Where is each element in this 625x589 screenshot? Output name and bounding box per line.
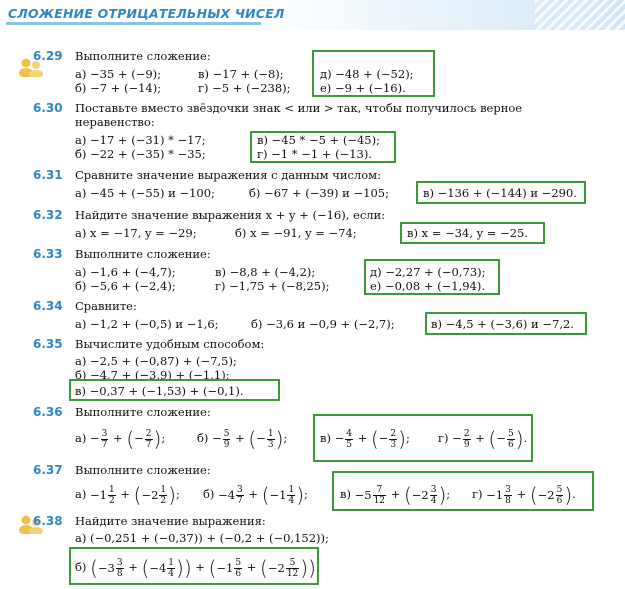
item-v: в) x = −34, y = −25.: [407, 226, 528, 240]
highlight-box: [400, 222, 545, 244]
item-b: б) x = −91, y = −74;: [235, 226, 357, 240]
highlight-box: [332, 471, 594, 511]
item-e: е) −0,08 + (−1,94).: [370, 279, 486, 293]
fraction-item-g: г) − $\frac{2}{9}$ + (− $\frac{5}{6}$ ).: [438, 427, 528, 451]
task-text: Вычислите удобным способом:: [75, 337, 265, 351]
task-text: Сравните значение выражения с данным числом:: [75, 168, 381, 182]
item-b: б) −67 + (−39) и −105;: [249, 186, 389, 200]
item-g: г) −5 + (−238);: [198, 81, 291, 95]
item-g: г) −1 * −1 + (−13).: [257, 147, 372, 161]
problem-number: 6.33: [33, 247, 63, 261]
task-text: Найдите значение выражения x + y + (−16), если:: [75, 208, 386, 222]
item-b: б) −3,6 и −0,9 + (−2,7);: [251, 317, 395, 331]
item-a: а) (−0,251 + (−0,37)) + (−0,2 + (−0,152));: [75, 531, 329, 545]
item-a: а) −2,5 + (−0,87) + (−7,5);: [75, 354, 237, 368]
header-underline: [6, 22, 261, 25]
highlight-box: [364, 259, 500, 295]
problem-number: 6.38: [33, 514, 63, 528]
task-text: Выполните сложение:: [75, 247, 211, 261]
header-decoration: [535, 0, 625, 30]
fraction-item-b: б) −4 $\frac{3}{7}$ + (−1 $\frac{1}{4}$ );: [203, 483, 308, 507]
page-header: [0, 0, 625, 30]
highlight-box: [69, 547, 319, 585]
item-a: а) −1,2 + (−0,5) и −1,6;: [75, 317, 219, 331]
item-a: а) −35 + (−9);: [75, 67, 162, 81]
item-d: д) −48 + (−52);: [320, 67, 414, 81]
highlight-box: [416, 181, 586, 204]
item-v: в) −45 * −5 + (−45);: [257, 133, 380, 147]
task-text: Выполните сложение:: [75, 463, 211, 477]
item-b: б) −7 + (−14);: [75, 81, 162, 95]
problem-number: 6.31: [33, 168, 63, 182]
fraction-item-v: в) −5 $\frac{7}{12}$ + (−2 $\frac{3}{4}$ );: [340, 483, 451, 507]
highlight-box: [250, 131, 396, 163]
item-v: в) −17 + (−8);: [198, 67, 284, 81]
item-v: в) −8,8 + (−4,2);: [215, 265, 316, 279]
page-title: СЛОЖЕНИЕ ОТРИЦАТЕЛЬНЫХ ЧИСЕЛ: [8, 6, 285, 21]
item-v: в) −0,37 + (−1,53) + (−0,1).: [75, 384, 244, 398]
item-b: б) −4,7 + (−3,9) + (−1,1);: [75, 368, 230, 382]
item-b: б) −5,6 + (−2,4);: [75, 279, 176, 293]
fraction-item-b: б) − $\frac{5}{9}$ + (− $\frac{1}{3}$ );: [197, 427, 288, 451]
item-a: а) x = −17, y = −29;: [75, 226, 197, 240]
highlight-box: [69, 379, 280, 401]
task-text: Поставьте вместо звёздочки знак < или > так, чтобы получилось верное: [75, 101, 523, 115]
item-e: е) −9 + (−16).: [320, 81, 406, 95]
item-d: д) −2,27 + (−0,73);: [370, 265, 486, 279]
task-text: Выполните сложение:: [75, 405, 211, 419]
fraction-item-a: а) −1 $\frac{1}{2}$ + (−2 $\frac{1}{2}$ );: [75, 483, 180, 507]
item-g: г) −1,75 + (−8,25);: [215, 279, 330, 293]
fraction-item-g: г) −1 $\frac{3}{8}$ + (−2 $\frac{5}{6}$ ).: [472, 483, 576, 507]
task-text: Найдите значение выражения:: [75, 514, 266, 528]
problem-number: 6.32: [33, 208, 63, 222]
problem-number: 6.37: [33, 463, 63, 477]
task-text: неравенство:: [75, 115, 155, 129]
fraction-item-a: а) − $\frac{3}{7}$ + (− $\frac{2}{7}$ );: [75, 427, 166, 451]
highlight-box: [425, 312, 587, 335]
problem-number: 6.30: [33, 101, 63, 115]
fraction-item-v: в) − $\frac{4}{5}$ + (− $\frac{2}{3}$ );: [320, 427, 410, 451]
highlight-box: [313, 414, 533, 462]
item-v: в) −4,5 + (−3,6) и −7,2.: [431, 317, 574, 331]
item-v: в) −136 + (−144) и −290.: [423, 186, 577, 200]
problem-number: 6.36: [33, 405, 63, 419]
item-a: а) −45 + (−55) и −100;: [75, 186, 215, 200]
task-text: Сравните:: [75, 299, 137, 313]
fraction-item-b: б) (−3 $\frac{3}{8}$ + (−4 $\frac{1}{4}$ )) + (−1 $\frac{5}{6}$ + (−2 $\frac{5}{12}$ )).: [75, 556, 320, 580]
problem-number: 6.34: [33, 299, 63, 313]
item-b: б) −22 + (−35) * −35;: [75, 147, 206, 161]
item-a: а) −1,6 + (−4,7);: [75, 265, 176, 279]
item-a: а) −17 + (−31) * −17;: [75, 133, 206, 147]
problem-number: 6.35: [33, 337, 63, 351]
highlight-box: [312, 50, 435, 97]
problem-number: 6.29: [33, 49, 63, 63]
task-text: Выполните сложение:: [75, 49, 211, 63]
